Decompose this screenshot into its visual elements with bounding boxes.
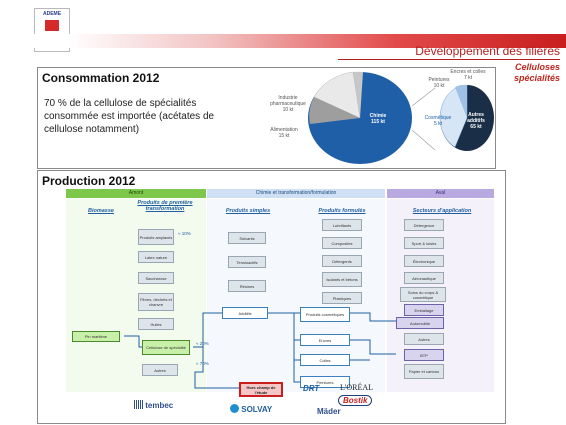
secteur-box-5: Soins du corps & cosmétique — [400, 287, 446, 302]
pie-label-chimie: Chimie 115 kt — [369, 113, 387, 125]
brand-solvay-label: SOLVAY — [241, 405, 273, 414]
formule-box-8: Colles — [300, 354, 350, 366]
col-head-secteurs: Secteurs d'application — [412, 208, 472, 214]
pie-label-peintures: Peintures 10 kt — [428, 77, 450, 89]
secteur-box-7: Automobile — [396, 317, 444, 329]
brand-mader: Mäder — [317, 407, 341, 416]
simple-box-3: Résines — [228, 280, 266, 292]
pie-label-encres-colles: Encres et colles 7 kt — [450, 69, 486, 81]
secteur-box-8: Autres — [404, 333, 444, 345]
brand-tembec-label: tembec — [145, 401, 174, 410]
brand-loreal: L'ORÉAL — [340, 383, 373, 392]
production-title: Production 2012 — [42, 174, 136, 188]
col-head-premiere: Produits de première transformation — [137, 200, 193, 212]
pie-label-autres: Autres additifs 65 kt — [467, 112, 485, 130]
secteur-box-4: Aéronautique — [404, 272, 444, 284]
simple-box-4: Additifs — [222, 307, 268, 319]
formule-box-9: Peintures — [300, 376, 350, 388]
formule-box-6: Produits cosmétiques — [300, 307, 350, 322]
pie-label-pharma: Industrie pharmaceutique 10 kt — [270, 95, 306, 113]
formule-box-2: Composites — [322, 237, 362, 249]
arrow-cellulose-to-hors-champ — [195, 347, 239, 388]
formule-box-5: Plastiques — [322, 292, 362, 304]
simple-box-2: Tensioactifs — [228, 256, 266, 268]
first-box-5: Huiles — [138, 318, 174, 330]
simple-box-1: Solvants — [228, 232, 266, 244]
pie-label-alimentation: Alimentation 15 kt — [270, 127, 298, 139]
arrow-encres-to-btp — [350, 340, 396, 354]
cellulose-box: Cellulose de spécialité — [142, 340, 190, 355]
consumption-title: Consommation 2012 — [42, 71, 160, 85]
brand-bostik: Bostik — [338, 395, 372, 406]
consumption-text: 70 % de la cellulose de spécialités consommée est importée (acétates de cellulose notamment) — [44, 98, 215, 135]
side-label-line-2: spécialités — [513, 73, 560, 83]
tembec-icon — [134, 400, 143, 409]
bar-amont: Amont — [66, 189, 206, 198]
bar-chimie: Chimie et transformation/formulation — [207, 189, 385, 198]
formule-box-4: Isolants et bétons — [322, 272, 362, 287]
brand-tembec — [134, 400, 173, 410]
pct-10: ≈ 10% — [178, 231, 191, 236]
formule-box-3: Détergents — [322, 255, 362, 267]
arrow-formules-to-automobile — [350, 313, 396, 321]
secteur-box-10: Papier et cartons — [404, 364, 444, 379]
formule-box-7: Encres — [300, 334, 350, 346]
first-box-4: Fibres, déchets et chanvre — [138, 293, 174, 311]
pct-20: ≈ 20% — [196, 341, 209, 346]
page-title: Développement des filières — [415, 44, 560, 58]
logo-org-name: ADEME — [42, 11, 62, 17]
secteur-box-9: BTP — [404, 349, 444, 361]
secteur-box-2: Sport & loisirs — [404, 237, 444, 249]
secteur-box-1: Détergence — [404, 219, 444, 231]
secteur-box-3: Électronique — [404, 255, 444, 267]
col-head-formules: Produits formulés — [318, 208, 366, 214]
first-box-3: Saccharose — [138, 272, 174, 284]
pie-label-cosmetique: Cosmétique 5 kt — [424, 115, 452, 127]
solvay-icon — [230, 404, 239, 413]
pin-maritime-box: Pin maritime — [72, 331, 120, 342]
col-head-biomasse: Biomasse — [88, 208, 114, 214]
secteur-box-6: Emballage — [404, 304, 444, 316]
formule-box-1: Lubrifiants — [322, 219, 362, 231]
first-box-1: Produits amylacés — [138, 229, 174, 245]
side-label-line-1: Celluloses — [514, 62, 560, 72]
pct-70: ≈ 70% — [196, 361, 209, 366]
brand-solvay — [230, 404, 272, 414]
col-head-simples: Produits simples — [225, 208, 271, 214]
autres-left-box: Autres — [142, 364, 178, 376]
first-box-2: Latex nature — [138, 251, 174, 263]
hors-champ-box: Hors champ de l'étude — [239, 382, 283, 397]
bar-aval: Aval — [387, 189, 494, 198]
brand-drt: DRT — [303, 384, 320, 393]
